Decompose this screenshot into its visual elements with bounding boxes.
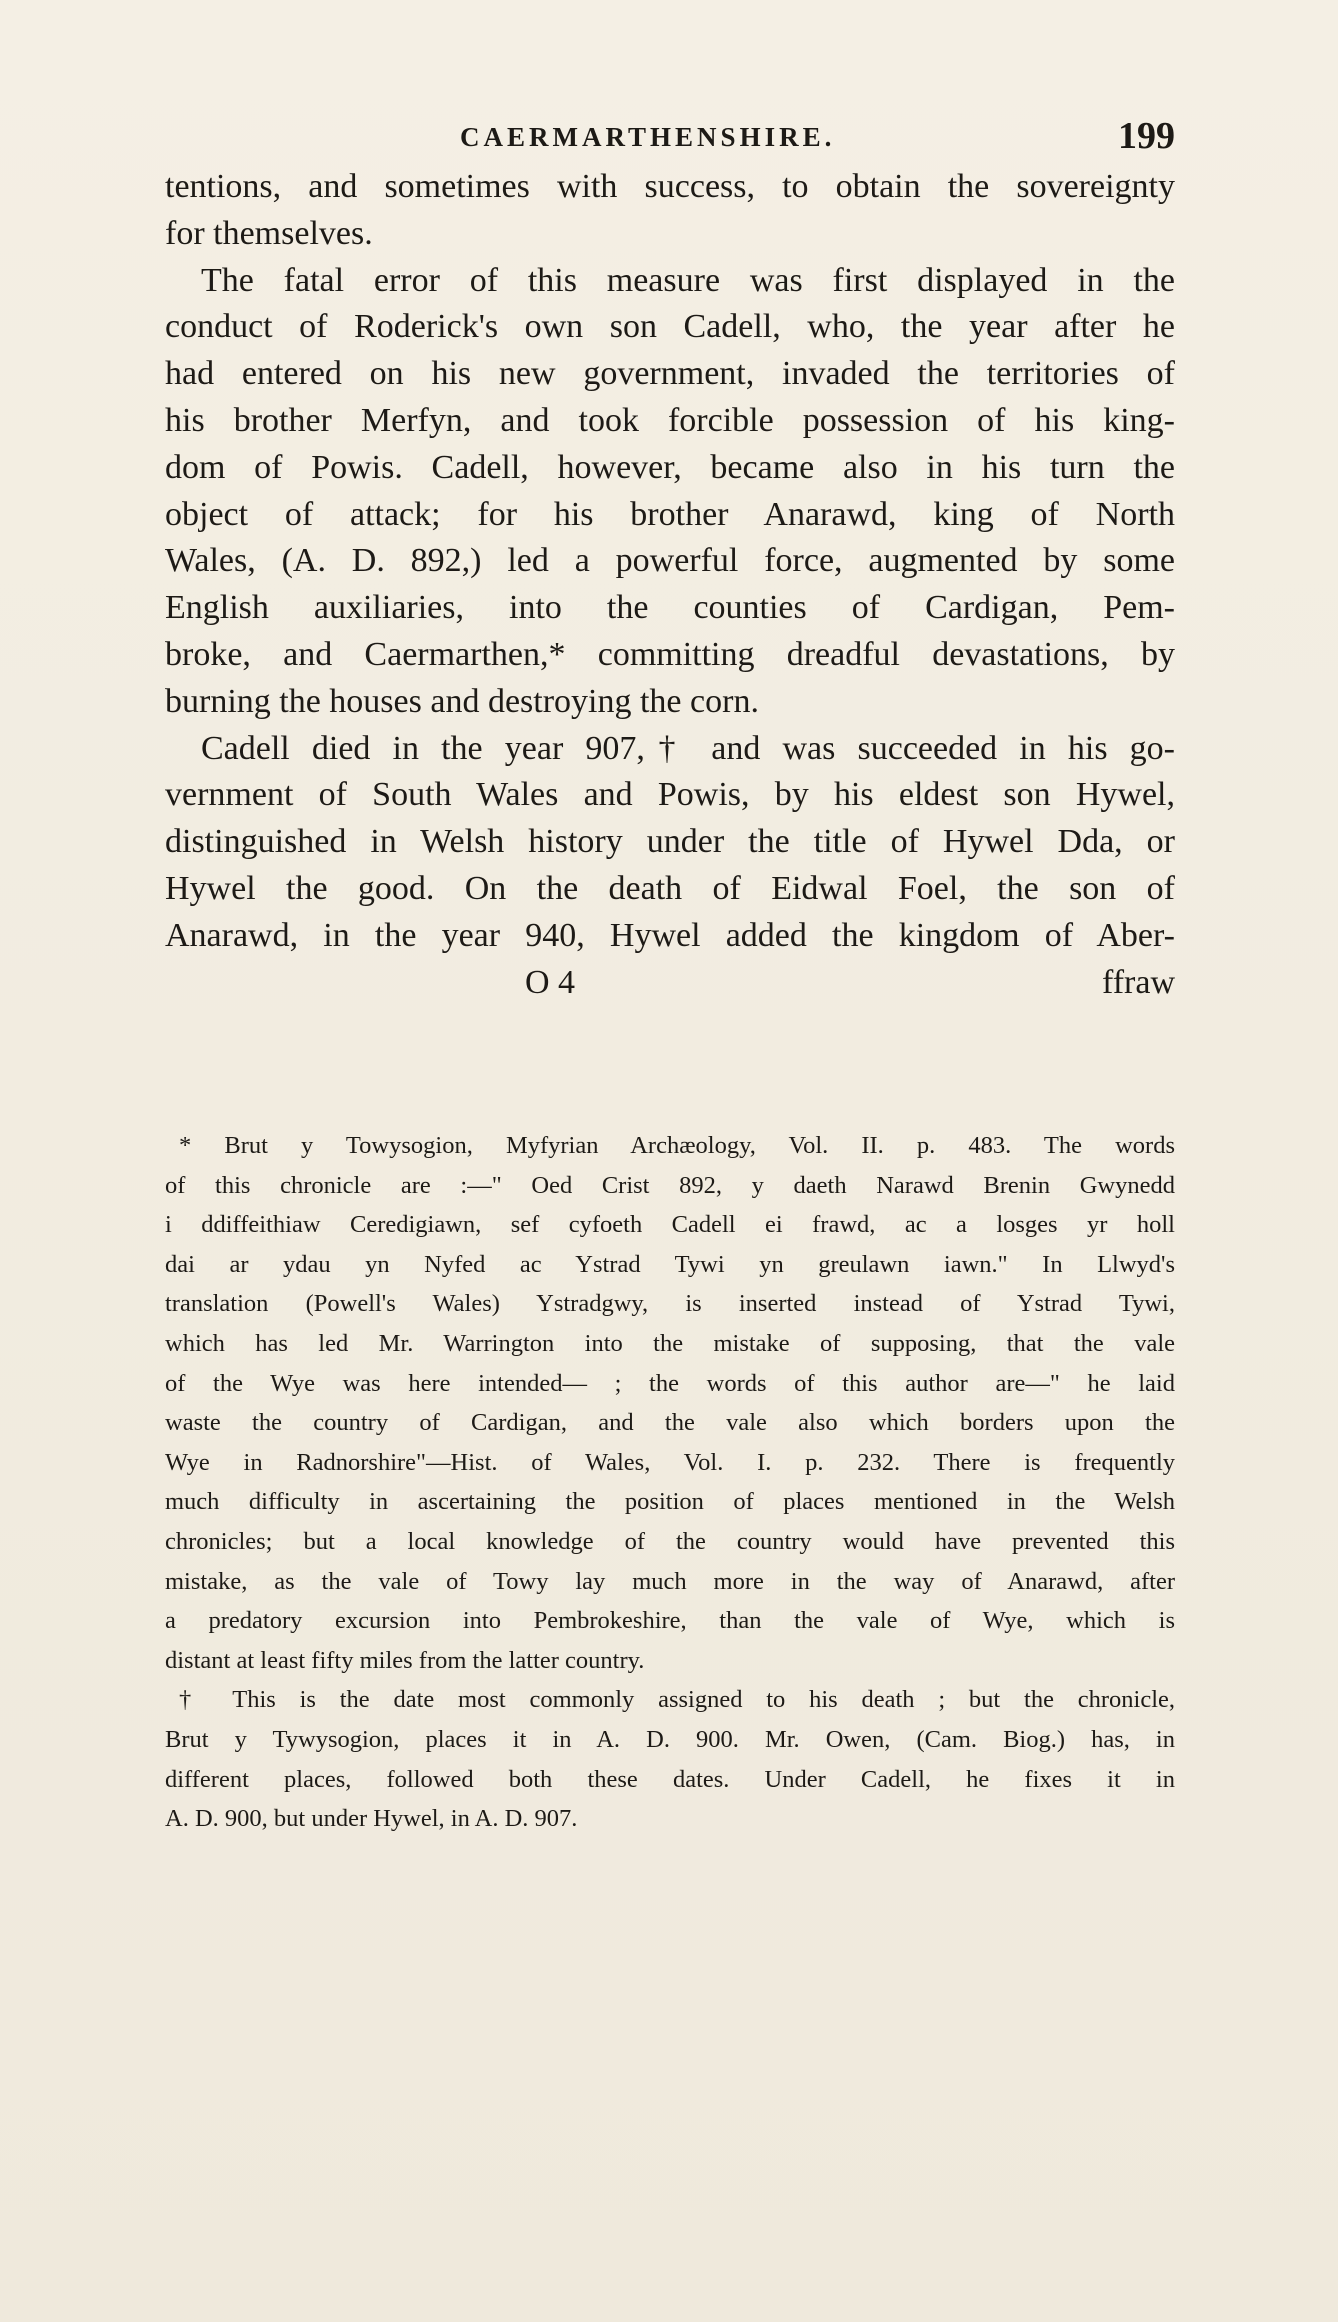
text-line: Anarawd, in the year 940, Hywel added the kingdom of Aber- bbox=[165, 916, 1175, 954]
catchword: ffraw bbox=[1102, 963, 1175, 1001]
text-line: tentions, and sometimes with success, to obtain the sovereignty bbox=[165, 168, 1175, 205]
footnote-line: A. D. 900, but under Hywel, in A. D. 907. bbox=[165, 1805, 578, 1833]
text-line: his brother Merfyn, and took forcible possession of his king- bbox=[165, 401, 1175, 439]
footnote-line: waste the country of Cardigan, and the vale also which borders upon the bbox=[165, 1409, 1175, 1437]
text-line: vernment of South Wales and Powis, by his eldest son Hywel, bbox=[165, 776, 1175, 814]
text-line: Hywel the good. On the death of Eidwal Foel, the son of bbox=[165, 869, 1175, 907]
footnote-line: distant at least fifty miles from the latter country. bbox=[165, 1646, 645, 1674]
footnote-line: Wye in Radnorshire"—Hist. of Wales, Vol. I. p. 232. There is frequently bbox=[165, 1448, 1175, 1476]
footnote-line: i ddiffeithiaw Ceredigiawn, sef cyfoeth Cadell ei frawd, ac a losges yr holl bbox=[165, 1211, 1175, 1239]
main-text bbox=[165, 164, 1175, 1006]
text-line: had entered on his new government, invaded the territories of bbox=[165, 355, 1175, 393]
footnote-line: translation (Powell's Wales) Ystradgwy, is inserted instead of Ystrad Tywi, bbox=[165, 1290, 1175, 1318]
footnote-line: a predatory excursion into Pembrokeshire, than the vale of Wye, which is bbox=[165, 1607, 1175, 1635]
signature-line bbox=[165, 960, 1175, 1007]
signature-mark: O 4 bbox=[525, 963, 576, 1001]
text-line: broke, and Caermarthen,* committing dreadful devastations, by bbox=[165, 635, 1175, 673]
text-line: English auxiliaries, into the counties of Cardigan, Pem- bbox=[165, 589, 1175, 627]
text-line: distinguished in Welsh history under the title of Hywel Dda, or bbox=[165, 823, 1175, 861]
footnote-line: * Brut y Towysogion, Myfyrian Archæology, Vol. II. p. 483. The words bbox=[179, 1132, 1175, 1159]
running-head: CAERMARTHENSHIRE. bbox=[460, 122, 836, 152]
footnote-line: mistake, as the vale of Towy lay much more in the way of Anarawd, after bbox=[165, 1567, 1175, 1595]
footnote-line: chronicles; but a local knowledge of the country would have prevented this bbox=[165, 1527, 1175, 1555]
footnote-line: of this chronicle are :—" Oed Crist 892, y daeth Narawd Brenin Gwynedd bbox=[165, 1171, 1175, 1199]
footnote-line: which has led Mr. Warrington into the mistake of supposing, that the vale bbox=[165, 1329, 1175, 1357]
text-line: dom of Powis. Cadell, however, became also in his turn the bbox=[165, 448, 1175, 486]
footnote-line: different places, followed both these dates. Under Cadell, he fixes it in bbox=[165, 1765, 1175, 1793]
text-line: Cadell died in the year 907,† and was succeeded in his go- bbox=[201, 729, 1175, 767]
footnote-line: much difficulty in ascertaining the position of places mentioned in the Welsh bbox=[165, 1488, 1175, 1516]
text-line: conduct of Roderick's own son Cadell, who, the year after he bbox=[165, 308, 1175, 346]
footnote-line: of the Wye was here intended— ; the words of this author are—" he laid bbox=[165, 1369, 1175, 1397]
footnote-line: † This is the date most commonly assigned to his death ; but the chronicle, bbox=[179, 1686, 1175, 1714]
text-line: Wales, (A. D. 892,) led a powerful force, augmented by some bbox=[165, 542, 1175, 580]
text-line: object of attack; for his brother Anarawd, king of North bbox=[165, 495, 1175, 533]
footnote-line: Brut y Tywysogion, places it in A. D. 900. Mr. Owen, (Cam. Biog.) has, in bbox=[165, 1725, 1175, 1753]
page-number: 199 bbox=[1118, 115, 1175, 157]
text-line: burning the houses and destroying the corn. bbox=[165, 682, 759, 720]
text-line: for themselves. bbox=[165, 214, 373, 252]
page-header bbox=[165, 115, 1175, 158]
text-line: The fatal error of this measure was first displayed in the bbox=[201, 261, 1175, 299]
footnotes bbox=[165, 1126, 1175, 1839]
footnote-line: dai ar ydau yn Nyfed ac Ystrad Tywi yn greulawn iawn." In Llwyd's bbox=[165, 1250, 1175, 1278]
